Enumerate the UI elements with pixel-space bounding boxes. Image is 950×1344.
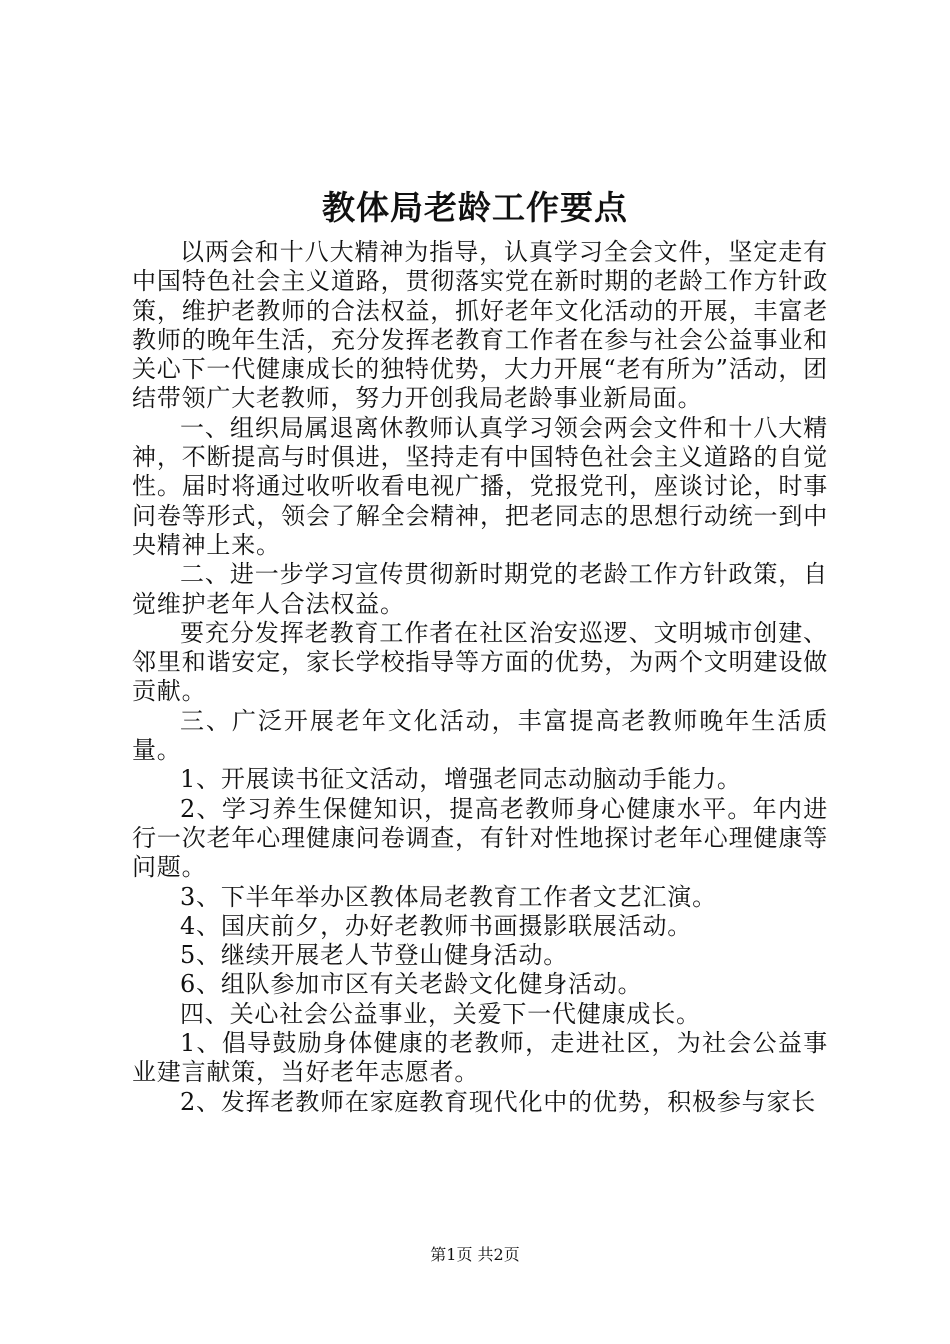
paragraph-section-2: 二、进一步学习宣传贯彻新时期党的老龄工作方针政策，自觉维护老年人合法权益。	[132, 560, 828, 618]
paragraph-item-3-3: 3、下半年举办区教体局老教育工作者文艺汇演。	[180, 882, 717, 911]
paragraph-section-1: 一、组织局属退离休教师认真学习领会两会文件和十八大精神，不断提高与时俱进，坚持走有中国特色社会主义道路的自觉性。届时将通过收听收看电视广播，党报党刊，座谈讨论，时事问卷等形式，领会了解全会精神，把老同志的思想行动统一到中央精神上来。	[132, 413, 828, 559]
paragraph-intro: 以两会和十八大精神为指导，认真学习全会文件，坚定走有中国特色社会主义道路，贯彻落实党在新时期的老龄工作方针政策，维护老教师的合法权益，抓好老年文化活动的开展，丰富老教师的晚年生活，充分发挥老教育工作者在参与社会公益事业和关心下一代健康成长的独特优势，大力开展“老有所为”活动，团结带领广大老教师，努力开创我局老龄事业新局面。	[132, 238, 828, 413]
paragraph-item-4-1: 1、倡导鼓励身体健康的老教师，走进社区，为社会公益事业建言献策，当好老年志愿者。	[132, 1029, 828, 1087]
paragraph-item-3-6: 6、组队参加市区有关老龄文化健身活动。	[180, 970, 643, 999]
paragraph-item-3-5: 5、继续开展老人节登山健身活动。	[180, 941, 569, 970]
document-title: 教体局老龄工作要点	[322, 188, 628, 227]
document-body	[132, 238, 828, 1117]
paragraph-section-2-detail: 要充分发挥老教育工作者在社区治安巡逻、文明城市创建、邻里和谐安定，家长学校指导等方面的优势，为两个文明建设做贡献。	[132, 618, 828, 706]
paragraph-item-3-1: 1、开展读书征文活动，增强老同志动脑动手能力。	[180, 765, 742, 794]
paragraph-item-3-2: 2、学习养生保健知识，提高老教师身心健康水平。年内进行一次老年心理健康问卷调查，有针对性地探讨老年心理健康等问题。	[132, 794, 828, 882]
paragraph-item-4-2: 2、发挥老教师在家庭教育现代化中的优势，积极参与家长	[180, 1087, 817, 1116]
paragraph-section-3: 三、广泛开展老年文化活动，丰富提高老教师晚年生活质量。	[132, 706, 828, 765]
paragraph-item-3-4: 4、国庆前夕，办好老教师书画摄影联展活动。	[180, 911, 693, 940]
paragraph-section-4: 四、关心社会公益事业，关爱下一代健康成长。	[180, 999, 701, 1028]
page-footer: 第1页 共2页	[430, 1245, 520, 1264]
